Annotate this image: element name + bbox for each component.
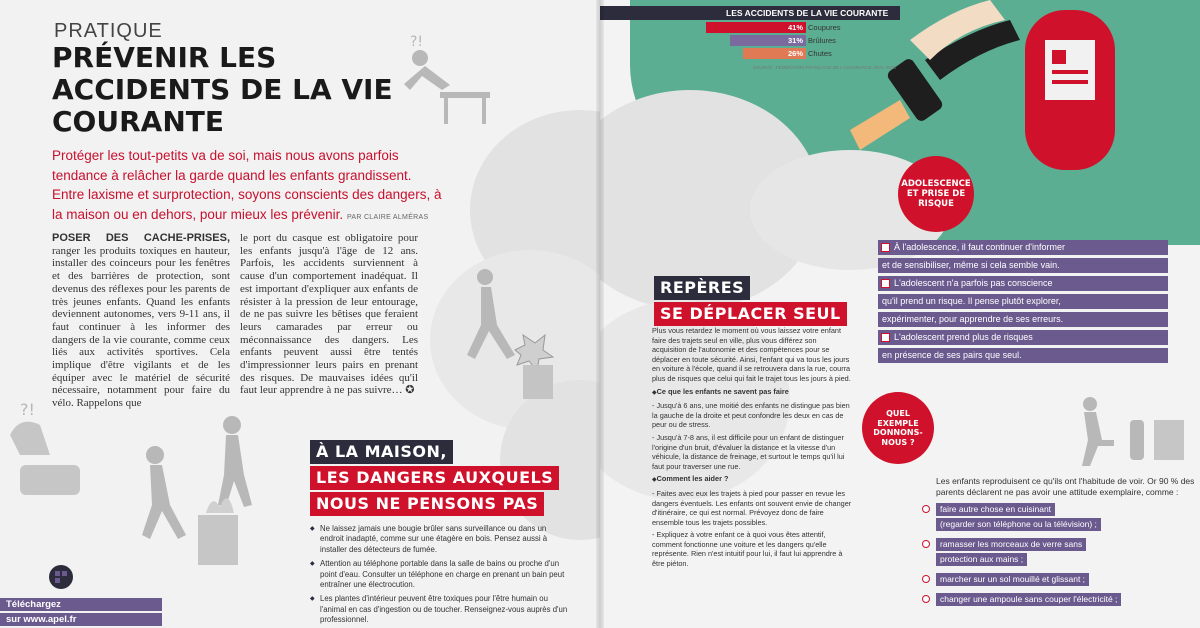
item-text: protection aux mains ; xyxy=(936,553,1027,566)
page-title xyxy=(52,42,472,138)
highlight-line: L'adolescent n'a parfois pas conscience xyxy=(878,276,1168,291)
title-line: ACCIDENTS DE LA VIE xyxy=(52,73,393,106)
list-item: - Faites avec eux les trajets à pied pour passer en revue les dangers éventuels. Les enfants ont souvent envie de changer d'itinéraire, ce qui est normal. Prévoyez donc de faire ensemble tous les trajets possibles. xyxy=(652,488,852,527)
body-column-2 xyxy=(240,232,418,397)
badge-text: QUEL EXEMPLE DONNONS-NOUS ? xyxy=(873,409,923,447)
heading-chip: À LA MAISON, xyxy=(310,440,453,464)
highlight-line: expérimenter, pour apprendre de ses erreurs. xyxy=(878,312,1168,327)
electrocution-icon xyxy=(445,255,565,405)
household-dangers-icons xyxy=(0,395,310,595)
list-item: ◆ Ne laissez jamais une bougie brûler sans surveillance ou dans un endroit inadapté, comme sur une étagère en bois. Pensez aussi à installer des détecteurs de fumée. xyxy=(310,524,570,555)
stat-row xyxy=(696,48,806,59)
reperes-text xyxy=(652,326,852,572)
stat-bar xyxy=(743,48,806,59)
highlight-line: qu'il prend un risque. Il pense plutôt explorer, xyxy=(878,294,1168,309)
badge-text: ADOLESCENCE ET PRISE DE RISQUE xyxy=(901,179,971,209)
download-url[interactable]: sur www.apel.fr xyxy=(0,613,162,626)
stat-label: Chutes xyxy=(808,49,832,58)
qr-code-icon xyxy=(48,564,74,590)
lead-paragraph xyxy=(52,146,442,227)
bullet-circle xyxy=(922,595,930,603)
list-item xyxy=(936,503,1200,533)
highlight-line: et de sensibiliser, même si cela semble vain. xyxy=(878,258,1168,273)
adolescence-badge xyxy=(898,156,974,232)
download-link[interactable] xyxy=(0,598,162,628)
list-item xyxy=(936,593,1200,608)
svg-text:?!: ?! xyxy=(20,400,35,419)
paragraph: Les enfants reproduisent ce qu'ils ont l'habitude de voir. Or 90 % des parents déclarent ne pas avoir une attitude exemplaire, comme : xyxy=(936,476,1195,497)
paragraph: Plus vous retardez le moment où vous laissez votre enfant faire des trajets seul en ville, plus vous différez son acquisition de l'autonomie et des compétences pour se déplacer en toute sécurité. Ainsi, l'enfant qui va tous les jours en voiture à l'école, quand il se retrouvera dans la rue, courra plus de risques que celui qui fait le trajet tous les jours à pied. xyxy=(652,326,851,383)
stat-bar xyxy=(706,22,806,33)
title-line: PRÉVENIR LES xyxy=(52,41,277,74)
section-kicker: PRATIQUE xyxy=(54,20,163,42)
item-text: changer une ampoule sans couper l'électricité ; xyxy=(936,593,1121,606)
page-gutter xyxy=(596,0,604,628)
highlight-line: en présence de ses pairs que seul. xyxy=(878,348,1168,363)
maison-heading xyxy=(310,440,559,518)
maison-bullets xyxy=(310,524,570,628)
bullet-circle xyxy=(922,505,930,513)
exemple-list xyxy=(936,476,1200,608)
stat-value: 41% xyxy=(787,23,803,32)
body-lead-in: POSER DES CACHE-PRISES, xyxy=(52,232,230,244)
stats-source: SOURCE : FÉDÉRATION FRANÇAISE DE L'ASSURANCE, NOV. 2018 xyxy=(752,65,896,70)
highlight-line: À l'adolescence, il faut continuer d'informer xyxy=(878,240,1168,255)
item-text: marcher sur un sol mouillé et glissant ; xyxy=(936,573,1089,586)
stat-value: 26% xyxy=(787,49,803,58)
stat-row xyxy=(696,22,806,33)
heading-chip: SE DÉPLACER SEUL xyxy=(654,302,847,326)
list-item: ◆ Les plantes d'intérieur peuvent être toxiques pour l'être humain ou l'animal en cas d'ingestion ou de toucher. Renseignez-vous auprès d'un professionnel. xyxy=(310,594,570,625)
stat-value: 31% xyxy=(787,36,803,45)
stats-title: LES ACCIDENTS DE LA VIE COURANTE xyxy=(600,6,900,20)
bullet-circle xyxy=(922,575,930,583)
adolescence-list xyxy=(878,240,1168,366)
list-item: - Jusqu'à 6 ans, une moitié des enfants ne distingue pas bien la gauche de la droite et peut confondre les deux en cas de peur ou de stress. xyxy=(652,401,850,430)
body-text: ranger les produits toxiques en hauteur, installer des coinceurs pour les fenêtres et des barrières de protection, sont devenus des réflexes pour les parents de très jeunes enfants. Quand les enfants deviennent autonomes, vers 9-11 ans, il faut continuer à les informer des dangers de la vie courante, comme ceux liés aux activités sportives. Cela implique d'être vigilants et de les équiper avec le matériel de sécurité nécessaire, notamment pour faire du vélo. Rappelons que xyxy=(52,244,230,410)
body-text: le port du casque est obligatoire pour les enfants jusqu'à l'âge de 12 ans. Parfois, les accidents surviennent à cause d'un comportement inadéquat. Il est important d'expliquer aux enfants de résister à la pression de leur entourage, de ne pas suivre les bêtises que feraient leurs camarades par erreur ou méconnaissance des dangers. Les enfants peuvent aussi être tentés d'impressionner leurs pairs en prenant des risques. De mauvaises idées qu'il faut leur apprendre à ne pas suivre… ✪ xyxy=(240,232,418,397)
download-label: Téléchargez xyxy=(0,598,162,611)
list-item xyxy=(936,573,1200,588)
list-item: ◆ Attention au téléphone portable dans la salle de bains ou proche d'un point d'eau. Consulter un téléphone en charge en prenant un bain peut entraîner une électrocution. xyxy=(310,559,570,590)
body-column-1 xyxy=(52,232,230,410)
item-text: (regarder son téléphone ou la télévision) ; xyxy=(936,518,1101,531)
right-page xyxy=(600,0,1200,628)
title-line: COURANTE xyxy=(52,105,224,138)
stat-bar xyxy=(730,35,806,46)
list-item: - Expliquez à votre enfant ce à quoi vous êtes attentif, comment fonctionne une voiture et les dangers qu'elle représente. Rien n'est intuitif pour lui, il faut lui apprendre à être piéton. xyxy=(652,530,843,569)
person-cooking-icon xyxy=(1070,390,1190,470)
heading-chip: REPÈRES xyxy=(654,276,750,300)
stat-label: Coupures xyxy=(808,23,841,32)
highlight-line: L'adolescent prend plus de risques xyxy=(878,330,1168,345)
stat-label: Brûlures xyxy=(808,36,836,45)
lead-text: Protéger les tout-petits va de soi, mais nous avons parfois tendance à relâcher la garde quand les enfants grandissent. Entre laxisme et surprotection, soyons conscients des dangers, à la maison ou en dehors, pour mieux les prévenir. xyxy=(52,148,442,222)
byline: PAR CLAIRE ALMÉRAS xyxy=(346,213,429,221)
stat-row xyxy=(696,35,806,46)
heading-chip: LES DANGERS AUXQUELS xyxy=(310,466,559,490)
svg-text:?!: ?! xyxy=(410,34,424,50)
bullet-circle xyxy=(922,540,930,548)
fire-extinguisher-icon xyxy=(830,0,1160,200)
exemple-badge xyxy=(862,392,934,464)
item-text: faire autre chose en cuisinant xyxy=(936,503,1055,516)
list-item: - Jusqu'à 7-8 ans, il est difficile pour un enfant de distinguer l'origine d'un bruit, d'évaluer la distance et la vitesse d'un véhicule, la distance de freinage, et surtout le temps qu'il lui faut pour traverser une rue. xyxy=(652,432,845,471)
subheading: ◆ Ce que les enfants ne savent pas faire xyxy=(652,387,852,399)
reperes-heading xyxy=(654,276,847,328)
heading-chip: NOUS NE PENSONS PAS xyxy=(310,492,544,516)
subheading: ◆ Comment les aider ? xyxy=(652,474,852,486)
item-text: ramasser les morceaux de verre sans xyxy=(936,538,1086,551)
list-item xyxy=(936,538,1200,568)
